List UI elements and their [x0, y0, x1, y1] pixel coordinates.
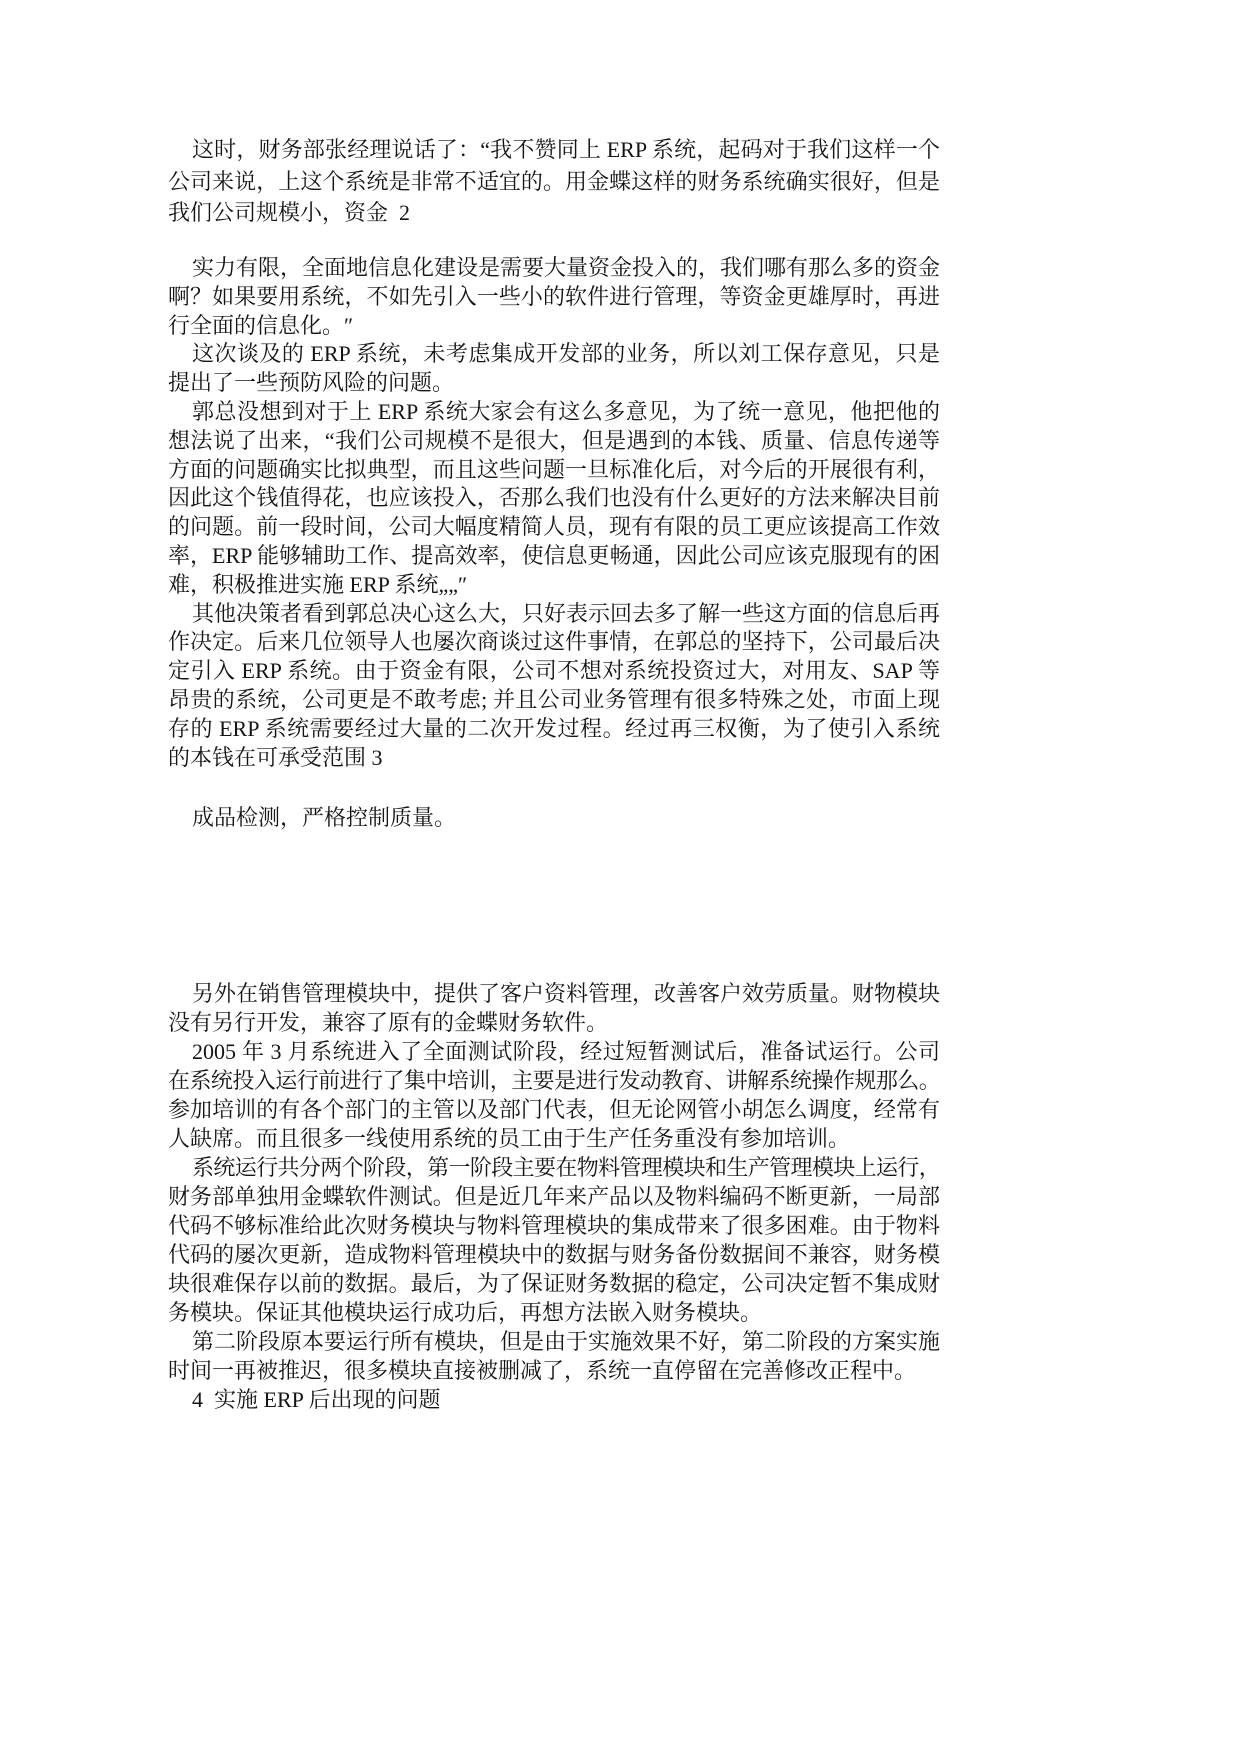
text-line: 昂贵的系统，公司更是不敢考虑; 并且公司业务管理有很多特殊之处，市面上现 [168, 686, 940, 712]
text-line: 财务部单独用金蝶软件测试。但是近几年来产品以及物料编码不断更新，一局部 [168, 1184, 940, 1209]
text-section [168, 804, 940, 833]
text-line: 存的 ERP 系统需要经过大量的二次开发过程。经过再三权衡，为了使引入系统 [168, 715, 940, 741]
text-line: 成品检测，严格控制质量。 [192, 805, 457, 830]
text-line: 公司来说，上这个系统是非常不适宜的。用金蝶这样的财务系统确实很好，但是 [168, 168, 940, 194]
text-line: 代码不够标准给此次财务模块与物料管理模块的集成带来了很多困难。由于物料 [168, 1213, 940, 1238]
text-line: 人缺席。而且很多一线使用系统的员工由于生产任务重没有参加培训。 [168, 1126, 851, 1151]
text-line: 4 实施 ERP 后出现的问题 [192, 1387, 441, 1412]
text-line: 率，ERP 能够辅助工作、提高效率，使信息更畅通，因此公司应该克服现有的困 [168, 542, 940, 568]
text-section [168, 979, 940, 1414]
paragraph [168, 600, 940, 773]
text-line: 这时，财务部张经理说话了：“我不赞同上 ERP 系统，起码对于我们这样一个 [192, 137, 940, 162]
paragraph [168, 1037, 940, 1153]
text-line: 作决定。后来几位领导人也屡次商谈过这件事情，在郭总的坚持下，公司最后决 [168, 629, 940, 655]
paragraph [168, 804, 940, 833]
text-line: 另外在销售管理模块中，提供了客户资料管理，改善客户效劳质量。财物模块 [192, 981, 941, 1006]
text-line: 时间一再被推迟，很多模块直接被删减了，系统一直停留在完善修改正程中。 [168, 1358, 917, 1383]
text-line: 行全面的信息化。″ [168, 312, 354, 338]
text-line: 代码的屡次更新，造成物料管理模块中的数据与财务备份数据间不兼容，财务模 [168, 1242, 940, 1267]
text-line: 务模块。保证其他模块运行成功后，再想方法嵌入财务模块。 [168, 1300, 763, 1325]
paragraph [168, 398, 940, 600]
text-line: 啊？如果要用系统，不如先引入一些小的软件进行管理，等资金更雄厚时，再进 [168, 283, 940, 309]
text-line: 块很难保存以前的数据。最后，为了保证财务数据的稳定，公司决定暂不集成财 [168, 1271, 940, 1296]
text-line: 郭总没想到对于上 ERP 系统大家会有这么多意见，为了统一意见，他把他的 [192, 398, 940, 424]
text-line: 想法说了出来，“我们公司规模不是很大，但是遇到的本钱、质量、信息传递等 [168, 427, 940, 453]
text-line: 这次谈及的 ERP 系统，未考虑集成开发部的业务，所以刘工保存意见，只是 [192, 341, 940, 367]
text-line: 定引入 ERP 系统。由于资金有限，公司不想对系统投资过大，对用友、SAP 等 [168, 658, 940, 684]
text-line: 提出了一些预防风险的问题。 [168, 370, 455, 396]
text-line: 2005 年 3 月系统进入了全面测试阶段，经过短暂测试后，准备试运行。公司 [192, 1039, 940, 1064]
text-line: 在系统投入运行前进行了集中培训，主要是进行发动教育、讲解系统操作规那么。 [168, 1068, 940, 1093]
text-line: 我们公司规模小，资金 2 [168, 200, 411, 225]
text-line: 实力有限，全面地信息化建设是需要大量资金投入的，我们哪有那么多的资金 [192, 255, 941, 280]
text-line: 的本钱在可承受范围 3 [168, 744, 383, 770]
text-line: 的问题。前一段时间，公司大幅度精简人员，现有有限的员工更应该提高工作效 [168, 514, 940, 540]
text-line: 参加培训的有各个部门的主管以及部门代表，但无论网管小胡怎么调度，经常有 [168, 1097, 940, 1122]
paragraph [168, 1327, 940, 1385]
text-line: 难，积极推进实施 ERP 系统„„″ [168, 571, 468, 597]
text-line: 方面的问题确实比拟典型，而且这些问题一旦标准化后，对今后的开展很有利， [168, 456, 940, 482]
paragraph [168, 134, 940, 229]
text-line: 没有另行开发，兼容了原有的金蝶财务软件。 [168, 1010, 609, 1035]
text-section [168, 134, 940, 229]
text-line: 第二阶段原本要运行所有模块，但是由于实施效果不好，第二阶段的方案实施 [192, 1329, 941, 1354]
text-line: 系统运行共分两个阶段，第一阶段主要在物料管理模块和生产管理模块上运行， [192, 1155, 940, 1180]
paragraph [168, 979, 940, 1037]
text-section [168, 254, 940, 772]
text-line: 其他决策者看到郭总决心这么大，只好表示回去多了解一些这方面的信息后再 [192, 600, 941, 626]
paragraph [168, 1153, 940, 1327]
text-line: 因此这个钱值得花，也应该投入，否那么我们也没有什么更好的方法来解决目前 [168, 485, 940, 511]
paragraph [168, 340, 940, 398]
section-heading [168, 1385, 940, 1414]
paragraph [168, 254, 940, 340]
